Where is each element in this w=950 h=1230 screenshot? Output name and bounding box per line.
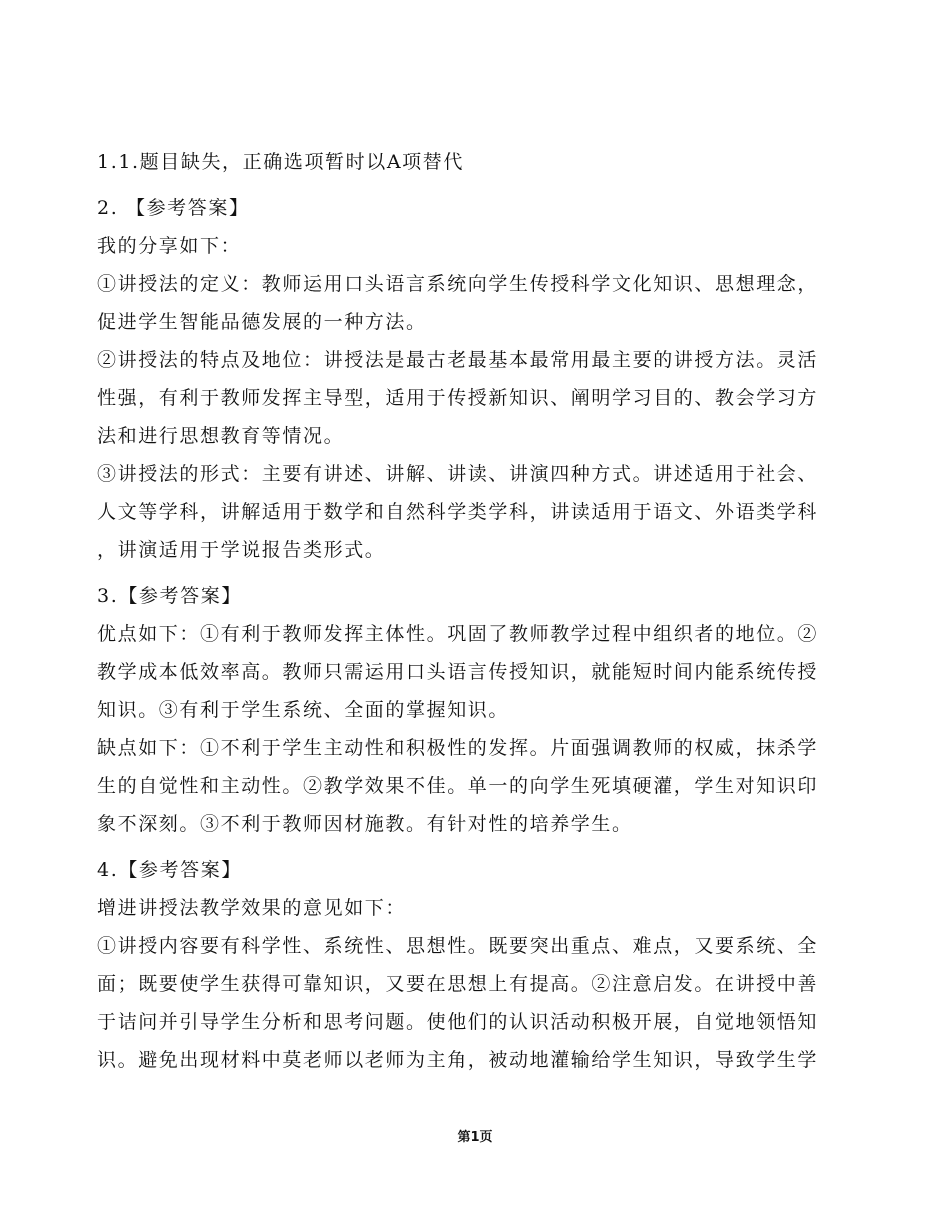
text-line: 法和进行思想教育等情况。 (97, 425, 345, 447)
text-line: 象不深刻。③不利于教师因材施教。有针对性的培养学生。 (97, 813, 633, 835)
text-line: 增进讲授法教学效果的意见如下： (97, 897, 407, 919)
page-number: 第1页 (457, 1130, 493, 1145)
text-line: 面；既要使学生获得可靠知识，又要在思想上有提高。②注意启发。在讲授中善 (97, 973, 819, 995)
answer-2-heading: 2. 【参考答案】 (97, 197, 250, 219)
text-line: 我的分享如下： (97, 235, 242, 257)
text-line: 教学成本低效率高。教师只需运用口头语言传授知识，就能短时间内能系统传授 (97, 661, 819, 683)
text-line: ①讲授内容要有科学性、系统性、思想性。既要突出重点、难点，又要系统、全 (97, 935, 819, 957)
text-line: ②讲授法的特点及地位：讲授法是最古老最基本最常用最主要的讲授方法。灵活 (97, 349, 819, 371)
text-line: ③讲授法的形式：主要有讲述、讲解、讲读、讲演四种方式。讲述适用于社会、 (97, 463, 819, 485)
text-line: 知识。③有利于学生系统、全面的掌握知识。 (97, 699, 510, 721)
text-line: ①讲授法的定义：教师运用口头语言系统向学生传授科学文化知识、思想理念， (97, 273, 819, 295)
answer-3-heading: 3.【参考答案】 (97, 585, 242, 607)
answer-4-heading: 4.【参考答案】 (97, 859, 242, 881)
text-line: ，讲演适用于学说报告类形式。 (97, 539, 386, 561)
text-line: 于诘问并引导学生分析和思考问题。使他们的认识活动积极开展，自觉地领悟知 (97, 1011, 819, 1033)
text-line: 缺点如下：①不利于学生主动性和积极性的发挥。片面强调教师的权威，抹杀学 (97, 737, 819, 759)
text-line: 优点如下：①有利于教师发挥主体性。巩固了教师教学过程中组织者的地位。② (97, 623, 819, 645)
document-body (97, 143, 863, 1079)
text-line: 人文等学科，讲解适用于数学和自然科学类学科，讲读适用于语文、外语类学科 (97, 501, 819, 523)
text-line: 识。避免出现材料中莫老师以老师为主角，被动地灌输给学生知识，导致学生学 (97, 1049, 819, 1071)
text-line: 性强，有利于教师发挥主导型，适用于传授新知识、阐明学习目的、教会学习方 (97, 387, 819, 409)
text-line: 促进学生智能品德发展的一种方法。 (97, 311, 427, 333)
question-1-line: 1.1.题目缺失，正确选项暂时以A项替代 (97, 151, 464, 173)
text-line: 生的自觉性和主动性。②教学效果不佳。单一的向学生死填硬灌，学生对知识印 (97, 775, 819, 797)
